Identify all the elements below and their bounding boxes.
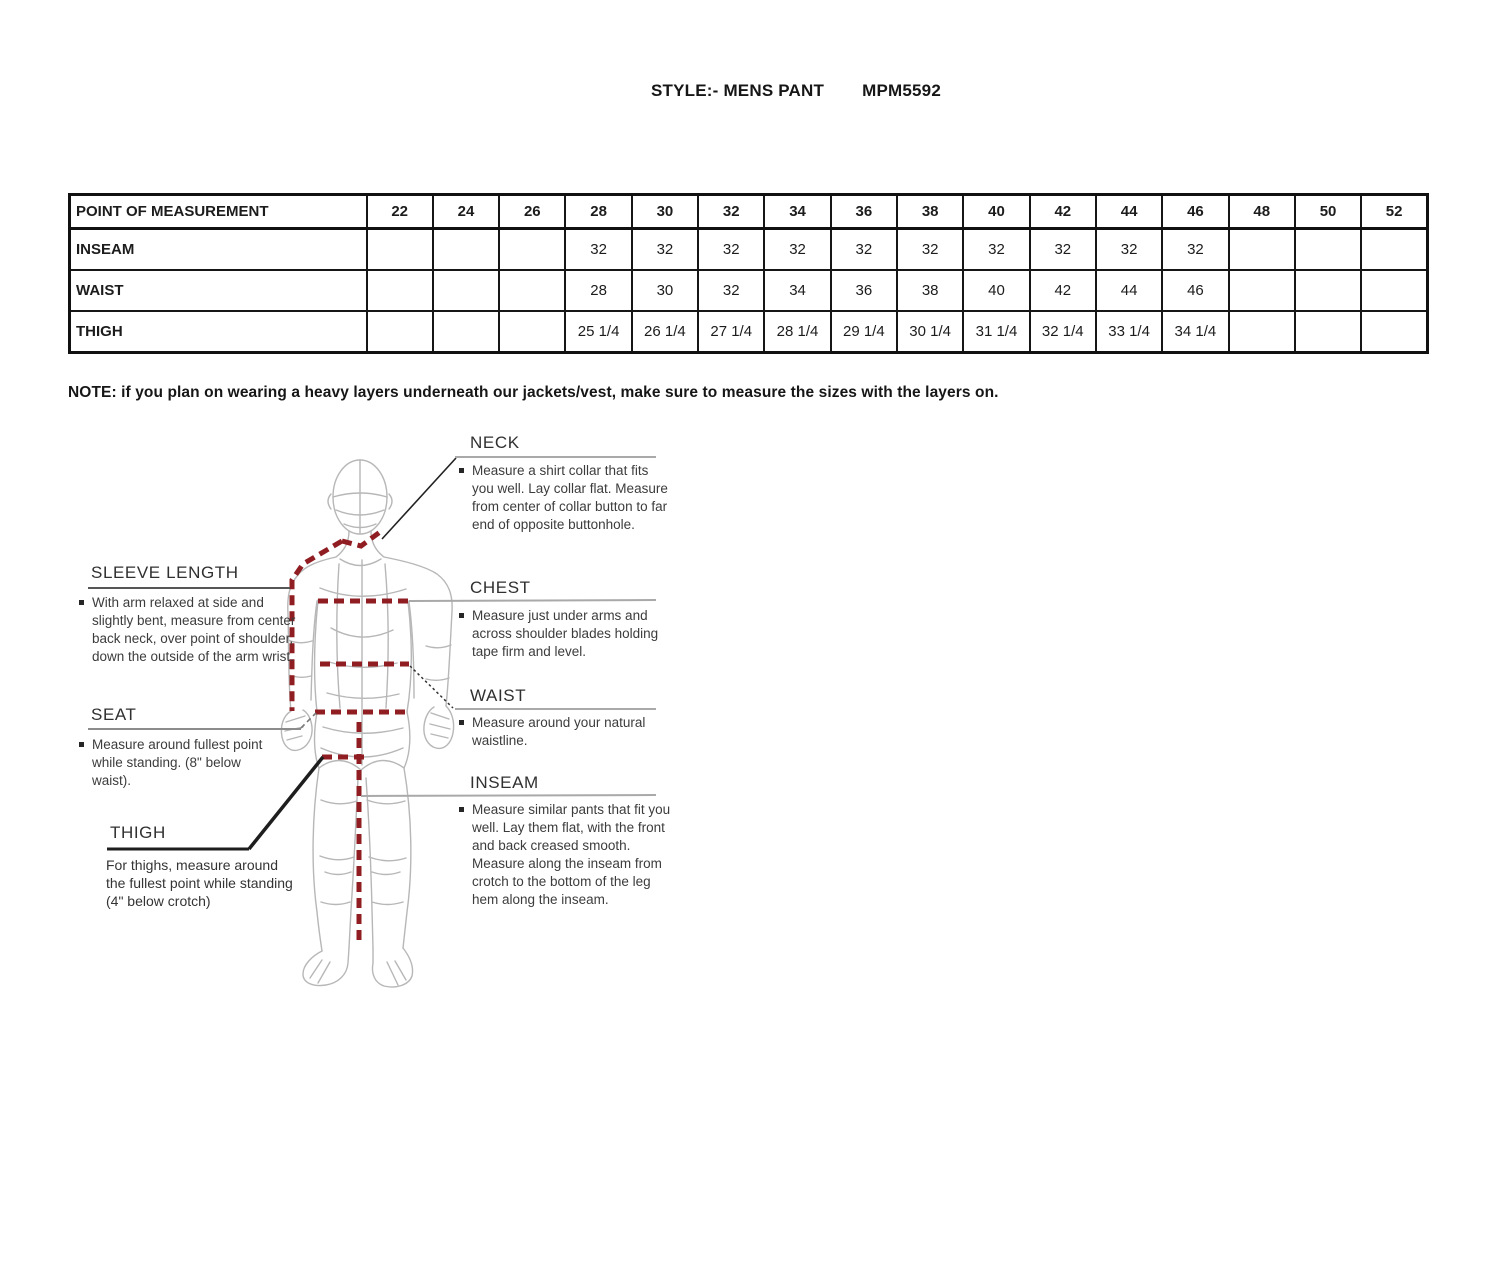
column-header-size-52: 52 [1361, 195, 1427, 229]
table-cell [499, 311, 565, 353]
column-header-size-30: 30 [632, 195, 698, 229]
section-text-seat: Measure around fullest point while standing. (8" below waist). [78, 736, 267, 790]
table-cell: 34 [764, 270, 830, 311]
section-text-inseam: Measure similar pants that fit you well. Lay them flat, with the front and back creased smooth. Measure along the inseam from crotch to the bottom of the leg hem along the inseam. [458, 801, 672, 909]
column-header-size-38: 38 [897, 195, 963, 229]
column-header-size-34: 34 [764, 195, 830, 229]
table-cell [433, 270, 499, 311]
table-row-waist [70, 270, 1428, 311]
column-header-size-22: 22 [367, 195, 433, 229]
column-header-size-48: 48 [1229, 195, 1295, 229]
column-header-size-46: 46 [1162, 195, 1228, 229]
column-header-size-28: 28 [565, 195, 631, 229]
table-cell: 38 [897, 270, 963, 311]
table-cell: 32 [1096, 229, 1162, 271]
table-cell: 32 [632, 229, 698, 271]
table-row-inseam [70, 229, 1428, 271]
neck-measure-line [342, 532, 380, 546]
measurement-table [68, 193, 1429, 354]
table-cell: 32 [1162, 229, 1228, 271]
row-label: WAIST [70, 270, 367, 311]
section-title-inseam: INSEAM [470, 773, 539, 792]
chest-connector-underline [409, 600, 656, 601]
section-text-thigh: For thighs, measure around the fullest point while standing (4" below crotch) [106, 857, 293, 910]
table-cell [1361, 229, 1427, 271]
table-header-row [70, 195, 1428, 229]
table-cell: 32 [764, 229, 830, 271]
table-cell: 31 1/4 [963, 311, 1029, 353]
table-cell: 42 [1030, 270, 1096, 311]
table-cell [1295, 270, 1361, 311]
table-cell: 32 [698, 270, 764, 311]
table-cell [1229, 311, 1295, 353]
table-cell [367, 270, 433, 311]
table-cell [1361, 311, 1427, 353]
body-figure-wireframe [281, 460, 453, 987]
waist-connector-line [410, 666, 453, 708]
inseam-connector-underline [361, 795, 656, 796]
table-cell [433, 311, 499, 353]
table-cell: 32 1/4 [1030, 311, 1096, 353]
seat-connector-line [301, 713, 316, 728]
section-text-sleeve-length: With arm relaxed at side and slightly bent, measure from center back neck, over point of shoulder, down the outside of the arm wrist. [78, 594, 297, 666]
row-label: INSEAM [70, 229, 367, 271]
table-cell [433, 229, 499, 271]
section-text-chest: Measure just under arms and across shoulder blades holding tape firm and level. [458, 607, 672, 661]
section-title-neck: NECK [470, 433, 520, 452]
table-cell [1361, 270, 1427, 311]
neck-connector-line [382, 458, 456, 539]
column-header-size-44: 44 [1096, 195, 1162, 229]
column-header-size-24: 24 [433, 195, 499, 229]
table-cell: 32 [1030, 229, 1096, 271]
column-header-size-42: 42 [1030, 195, 1096, 229]
section-title-waist: WAIST [470, 686, 527, 705]
table-cell: 34 1/4 [1162, 311, 1228, 353]
table-cell [1229, 229, 1295, 271]
table-cell [367, 311, 433, 353]
column-header-size-40: 40 [963, 195, 1029, 229]
column-header-point-of-measurement: POINT OF MEASUREMENT [70, 195, 367, 229]
column-header-size-36: 36 [831, 195, 897, 229]
table-cell: 28 [565, 270, 631, 311]
table-cell: 33 1/4 [1096, 311, 1162, 353]
style-code: MPM5592 [862, 81, 941, 100]
column-header-size-50: 50 [1295, 195, 1361, 229]
table-cell: 32 [565, 229, 631, 271]
table-cell: 32 [831, 229, 897, 271]
table-cell: 29 1/4 [831, 311, 897, 353]
section-text-neck: Measure a shirt collar that fits you well. Lay collar flat. Measure from center of collar button to far end of opposite buttonhole. [458, 462, 672, 534]
row-label: THIGH [70, 311, 367, 353]
table-cell: 46 [1162, 270, 1228, 311]
section-title-thigh: THIGH [110, 823, 166, 842]
table-cell: 25 1/4 [565, 311, 631, 353]
table-cell: 32 [698, 229, 764, 271]
column-header-size-26: 26 [499, 195, 565, 229]
table-row-thigh [70, 311, 1428, 353]
table-cell [1295, 229, 1361, 271]
table-cell: 26 1/4 [632, 311, 698, 353]
table-cell: 28 1/4 [764, 311, 830, 353]
section-text-waist: Measure around your natural waistline. [458, 714, 652, 750]
note-text: NOTE: if you plan on wearing a heavy layers underneath our jackets/vest, make sure to measure the sizes with the layers on. [68, 384, 999, 401]
page-title [651, 81, 941, 101]
section-title-seat: SEAT [91, 705, 137, 724]
sleeve-measure-line [292, 541, 342, 711]
section-title-chest: CHEST [470, 578, 531, 597]
section-title-sleeve-length: SLEEVE LENGTH [91, 563, 239, 582]
table-cell: 44 [1096, 270, 1162, 311]
table-cell [367, 229, 433, 271]
style-label: STYLE:- MENS PANT [651, 81, 825, 100]
table-cell: 32 [897, 229, 963, 271]
table-cell: 30 1/4 [897, 311, 963, 353]
table-cell: 36 [831, 270, 897, 311]
table-cell [1295, 311, 1361, 353]
table-cell: 40 [963, 270, 1029, 311]
table-cell: 27 1/4 [698, 311, 764, 353]
table-cell [499, 229, 565, 271]
table-cell: 32 [963, 229, 1029, 271]
table-cell: 30 [632, 270, 698, 311]
column-header-size-32: 32 [698, 195, 764, 229]
table-cell [1229, 270, 1295, 311]
table-cell [499, 270, 565, 311]
